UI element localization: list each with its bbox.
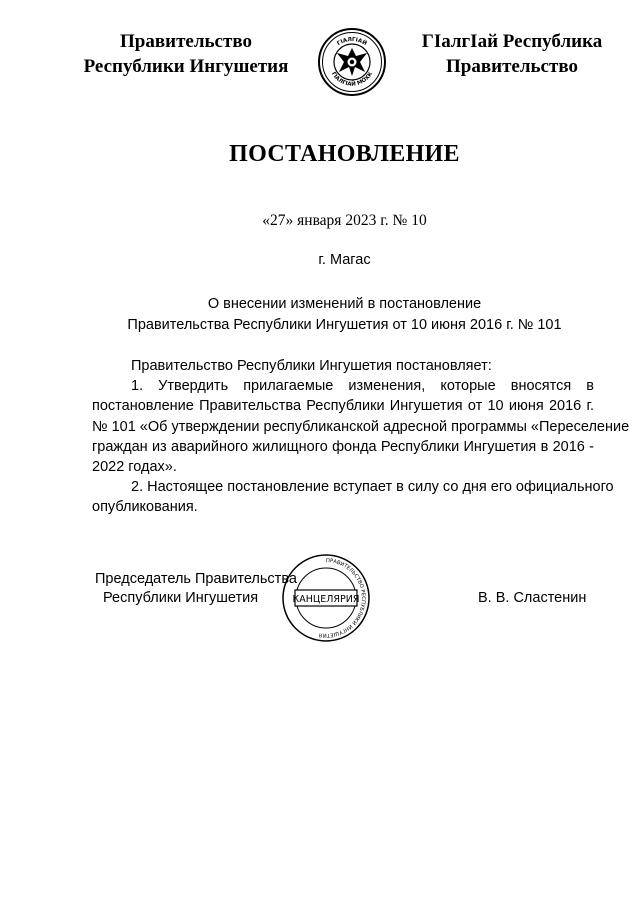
emblem-ring-bottom: ГIАЛГIАЙ МОХК — [329, 71, 375, 88]
paragraph2-line1: 2. Настоящее постановление вступает в силу со дня его официального — [131, 479, 614, 495]
signer-position-line2: Республики Ингушетия — [103, 590, 259, 606]
document-city: г. Магас — [318, 252, 371, 268]
office-stamp — [281, 553, 371, 643]
paragraph1-line5: 2022 годах». — [92, 459, 177, 475]
emblem-ring-top: ГIАЛГIАЙ — [336, 36, 368, 48]
signer-name: В. В. Сластенин — [478, 590, 587, 606]
paragraph1-line4: граждан из аварийного жилищного фонда Республики Ингушетия в 2016 - — [92, 439, 594, 455]
paragraph1-line3: № 101 «Об утверждении республиканской адресной программы «Переселение — [92, 419, 630, 435]
stamp-ring-text: ПРАВИТЕЛЬСТВО РЕСПУБЛИКИ ИНГУШЕТИЯ — [318, 557, 366, 639]
header-right — [402, 29, 622, 79]
document-title: ПОСТАНОВЛЕНИЕ — [229, 141, 460, 167]
stamp-center-text: КАНЦЕЛЯРИЯ — [292, 594, 360, 605]
coat-of-arms-emblem — [317, 26, 387, 98]
header-left-line1: Правительство — [120, 31, 252, 52]
header-right-line1: ГIалгIай Республика — [421, 31, 603, 52]
document-subject-line2: Правительства Республики Ингушетия от 10 июня 2016 г. № 101 — [127, 317, 562, 333]
paragraph1-line1: 1. Утвердить прилагаемые изменения, которые вносятся в — [131, 378, 594, 394]
body-intro: Правительство Республики Ингушетия постановляет: — [131, 358, 492, 374]
paragraph1-line2: постановление Правительства Республики Ингушетия от 10 июня 2016 г. — [92, 398, 594, 414]
header-left — [70, 29, 302, 79]
document-subject-line1: О внесении изменений в постановление — [207, 296, 482, 312]
header-left-line2: Республики Ингушетия — [83, 56, 289, 77]
signer-position-line1: Председатель Правительства — [95, 571, 297, 587]
svg-text:ГIАЛГIАЙ — [336, 37, 369, 47]
header-right-line2: Правительство — [446, 56, 578, 77]
document-date-number: «27» января 2023 г. № 10 — [262, 212, 427, 229]
paragraph2-line2: опубликования. — [92, 499, 198, 515]
